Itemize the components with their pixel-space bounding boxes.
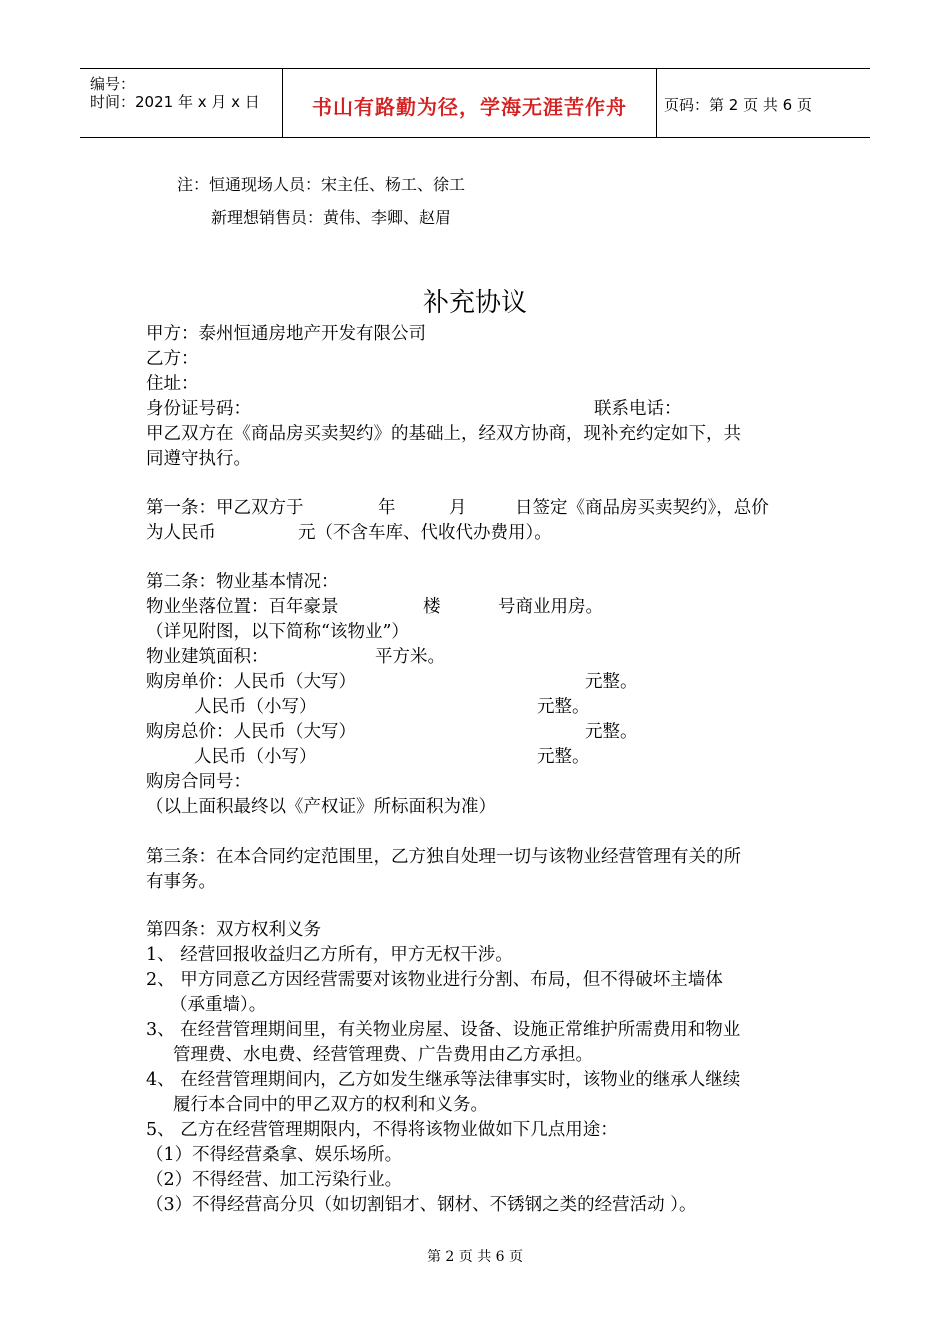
- article1-month: 月: [449, 498, 467, 518]
- total-price-upper-end: 元整。: [585, 722, 638, 742]
- article4-sub3: （3）不得经营高分贝（如切割铝才、钢材、不锈钢之类的经营活动 ）。: [146, 1195, 697, 1215]
- article4-sub2: （2）不得经营、加工污染行业。: [146, 1170, 403, 1190]
- phone: 联系电话：: [594, 399, 682, 419]
- intro-line2: 同遵守执行。: [146, 449, 251, 469]
- article3-line2: 有事务。: [146, 872, 216, 892]
- article4-item1: 1、 经营回报收益归乙方所有，甲方无权干涉。: [146, 945, 513, 965]
- article1-year: 年: [378, 498, 396, 518]
- page-header: [80, 68, 870, 138]
- article1-line2-rest: 元（不含车库、代收代办费用）。: [298, 523, 552, 543]
- intro-line1: 甲乙双方在《商品房买卖契约》的基础上，经双方协商，现补充约定如下，共: [146, 424, 741, 444]
- location-prefix: 物业坐落位置：百年豪景: [146, 597, 339, 617]
- location-unit: 号商业用房。: [498, 597, 603, 617]
- article4-item2-line1: 2、 甲方同意乙方因经营需要对该物业进行分割、布局，但不得破坏主墙体: [146, 970, 723, 990]
- page-footer: 第 2 页 共 6 页: [426, 1249, 524, 1265]
- article2-heading: 第二条：物业基本情况：: [146, 572, 339, 592]
- area-unit: 平方米。: [375, 647, 445, 667]
- total-price-upper: 购房总价：人民币（大写）: [146, 722, 356, 742]
- address: 住址：: [146, 374, 199, 394]
- article3-line1: 第三条：在本合同约定范围里，乙方独自处理一切与该物业经营管理有关的所: [146, 847, 741, 867]
- total-price-lower: 人民币（小写）: [194, 747, 317, 767]
- see-attached: （详见附图，以下简称“该物业”）: [146, 622, 409, 642]
- article4-heading: 第四条：双方权利义务: [146, 920, 321, 940]
- total-price-lower-end: 元整。: [537, 747, 590, 767]
- area-prefix: 物业建筑面积：: [146, 647, 269, 667]
- article1-line2-prefix: 为人民币: [146, 523, 216, 543]
- article4-sub1: （1）不得经营桑拿、娱乐场所。: [146, 1145, 403, 1165]
- header-left-cell: [80, 69, 282, 137]
- contract-number: 购房合同号：: [146, 772, 251, 792]
- document-number-label: 编号：: [90, 75, 136, 93]
- page-info: 页码：第 2 页 共 6 页: [664, 96, 812, 114]
- unit-price-upper: 购房单价：人民币（大写）: [146, 672, 356, 692]
- article4-item5: 5、 乙方在经营管理期限内，不得将该物业做如下几点用途：: [146, 1120, 618, 1140]
- article1-day-rest: 日签定《商品房买卖契约》，总价: [515, 498, 769, 518]
- document-title: 补充协议: [422, 288, 527, 318]
- id-number: 身份证号码：: [146, 399, 251, 419]
- area-note: （以上面积最终以《产权证》所标面积为准）: [146, 797, 496, 817]
- staff-note-line2: 新理想销售员：黄伟、李卿、赵眉: [211, 208, 452, 227]
- header-motto-cell: [282, 69, 657, 137]
- article4-item2-line2: （承重墙）。: [170, 995, 267, 1015]
- staff-note-line1: 注：恒通现场人员：宋主任、杨工、徐工: [177, 175, 466, 194]
- unit-price-lower-end: 元整。: [537, 697, 590, 717]
- article4-item3-line1: 3、 在经营管理期间里，有关物业房屋、设备、设施正常维护所需费用和物业: [146, 1020, 741, 1040]
- unit-price-lower: 人民币（小写）: [194, 697, 317, 717]
- party-a: 甲方：泰州恒通房地产开发有限公司: [146, 324, 426, 344]
- header-right-cell: [656, 69, 870, 137]
- document-time-label: 时间：2021 年 x 月 x 日: [90, 93, 260, 111]
- header-motto: 书山有路勤为径，学海无涯苦作舟: [312, 95, 627, 119]
- article4-item4-line2: 履行本合同中的甲乙双方的权利和义务。: [173, 1095, 488, 1115]
- article4-item4-line1: 4、 在经营管理期间内，乙方如发生继承等法律事实时，该物业的继承人继续: [146, 1070, 741, 1090]
- party-b: 乙方：: [146, 349, 199, 369]
- unit-price-upper-end: 元整。: [585, 672, 638, 692]
- article4-item3-line2: 管理费、水电费、经营管理费、广告费用由乙方承担。: [173, 1045, 593, 1065]
- article1-prefix: 第一条：甲乙双方于: [146, 498, 304, 518]
- location-building: 楼: [423, 597, 441, 617]
